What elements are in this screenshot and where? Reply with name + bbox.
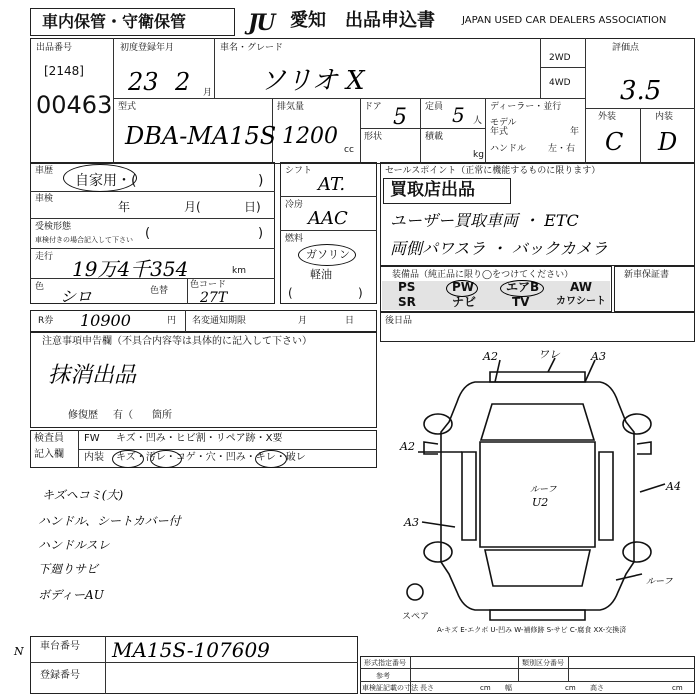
history-label: 車歴 bbox=[35, 166, 54, 176]
inspection-day: 日) bbox=[244, 200, 261, 214]
notes-label: 注意事項申告欄（不具合内容等は具体的に記入して下さい） bbox=[42, 336, 312, 347]
evaluation-score: 3.5 bbox=[620, 76, 662, 106]
doors-label: ドア bbox=[364, 102, 382, 112]
recipient-open: ( bbox=[145, 226, 151, 241]
aircon-value: AAC bbox=[308, 208, 348, 229]
lot-sub-number: [2148] bbox=[44, 64, 84, 78]
shift-value: AT. bbox=[318, 174, 346, 195]
equip-pw: PW bbox=[452, 280, 475, 294]
history-circle bbox=[63, 164, 137, 192]
inspector-circle-hekomi bbox=[255, 450, 287, 468]
shift-label: シフト bbox=[285, 166, 313, 176]
capacity-value: 5 bbox=[452, 103, 465, 127]
color-swap-label: 色替 bbox=[150, 286, 169, 296]
spec-length: 長さ bbox=[420, 684, 434, 692]
inspector-fw: FW bbox=[84, 433, 100, 444]
repair-label: 修復歴 bbox=[68, 410, 98, 421]
ju-logo bbox=[248, 10, 288, 36]
notes-value: 抹消出品 bbox=[48, 363, 137, 388]
sales-point-line2: 両側パワスラ ・ バックカメラ bbox=[390, 239, 608, 258]
dealer-year-label: 年式 bbox=[490, 127, 509, 137]
fuel-diesel: 軽油 bbox=[310, 268, 332, 281]
color-code-label: 色コード bbox=[190, 280, 227, 290]
registration-year: 23 bbox=[128, 68, 159, 96]
mileage-unit: km bbox=[232, 266, 246, 276]
inspector-row1: キズ・凹み・ヒビ割・リペア跡・X要 bbox=[116, 433, 283, 444]
org-name: 愛知 bbox=[290, 10, 326, 31]
aircon-label: 冷房 bbox=[285, 200, 304, 210]
inspector-label-1: 検査員 bbox=[34, 433, 64, 444]
equip-tv: TV bbox=[512, 295, 530, 309]
color-label: 色 bbox=[35, 282, 45, 292]
fuel-open: ( bbox=[288, 286, 293, 300]
spec-dims-label: 車検証記載の寸法 bbox=[362, 684, 418, 692]
capacity-unit: 人 bbox=[473, 116, 483, 126]
registration-label: 初度登録年月 bbox=[120, 43, 175, 53]
inspector-circle-kizu bbox=[112, 450, 144, 468]
spec-height: 高さ bbox=[590, 684, 604, 692]
lot-label: 出品番号 bbox=[36, 43, 73, 53]
inspector-row2: キズ・汚レ・コゲ・穴・凹み・キレ・破レ bbox=[116, 452, 306, 463]
equip-sr: SR bbox=[398, 295, 416, 309]
drive-2wd: 2WD bbox=[549, 53, 571, 63]
exterior-label: 外装 bbox=[598, 112, 617, 122]
equip-kawa-seat: カワシート bbox=[556, 296, 606, 307]
displacement-label: 排気量 bbox=[277, 102, 305, 112]
inspector-interior-label: 内装 bbox=[84, 452, 104, 463]
spec-category-label: 類別区分番号 bbox=[522, 659, 564, 667]
hw-note-3: ハンドルスレ bbox=[38, 538, 110, 552]
spec-length-cm: cm bbox=[480, 684, 491, 692]
registration-month: 2 bbox=[175, 68, 191, 96]
doors-value: 5 bbox=[393, 105, 407, 130]
diagram-legend: A-キズ E-エクボ U-凹み W-補修跡 S-サビ C-腐食 XX-交換済 bbox=[437, 626, 627, 634]
interior-grade: D bbox=[658, 128, 678, 156]
drive-4wd: 4WD bbox=[549, 78, 571, 88]
recycle-value: 10900 bbox=[80, 311, 131, 330]
dealer-label: ディーラー・並行 bbox=[490, 102, 562, 112]
interior-label: 内装 bbox=[655, 112, 674, 122]
hw-note-5: ボディーAU bbox=[38, 588, 104, 602]
equip-aw: AW bbox=[570, 280, 592, 294]
diag-a2-left: A2 bbox=[400, 440, 415, 453]
tax-month: 月 bbox=[298, 316, 308, 326]
type-label: 型式 bbox=[118, 102, 137, 112]
buyback-label: 買取店出品 bbox=[390, 180, 475, 200]
displacement-value: 1200 bbox=[282, 124, 338, 149]
diag-crack: ワレ bbox=[538, 348, 560, 361]
chassis-value: MA15S-107609 bbox=[112, 638, 270, 662]
tax-label: 名変通知期限 bbox=[192, 316, 247, 326]
diag-u2: U2 bbox=[532, 496, 549, 509]
recipient-note: 車検付きの場合記入して下さい bbox=[35, 236, 133, 244]
sales-points-label: セールスポイント（正常に機能するものに限ります） bbox=[385, 166, 601, 176]
fuel-close: ) bbox=[358, 286, 363, 300]
color-code-value: 27T bbox=[200, 290, 228, 306]
shape-label: 形状 bbox=[364, 132, 383, 142]
inspection-label: 車検 bbox=[35, 194, 54, 204]
mileage-label: 走行 bbox=[35, 252, 54, 262]
diag-spare: スペア bbox=[402, 612, 430, 622]
inspection-year: 年 bbox=[118, 200, 131, 214]
handle-options: 左・右 bbox=[548, 144, 576, 154]
model-value: ソリオ X bbox=[260, 66, 365, 96]
diag-a3-top: A3 bbox=[591, 350, 606, 363]
diag-roof: ルーフ bbox=[530, 485, 557, 495]
hw-note-4: 下廻りサビ bbox=[38, 562, 99, 576]
fuel-gasoline-circle bbox=[298, 244, 356, 266]
fuel-gasoline: ガソリン bbox=[306, 248, 350, 261]
association-name: JAPAN USED CAR DEALERS ASSOCIATION bbox=[462, 15, 667, 26]
color-value: シロ bbox=[60, 287, 93, 306]
model-label: 車名・グレード bbox=[220, 43, 284, 53]
load-label: 積載 bbox=[425, 132, 444, 142]
after-date-label: 後日品 bbox=[385, 316, 413, 326]
equip-ps: PS bbox=[398, 280, 416, 294]
recipient-close: ) bbox=[258, 226, 264, 241]
registration-month-unit: 月 bbox=[203, 88, 213, 98]
recycle-label: R券 bbox=[38, 316, 54, 326]
load-unit: kg bbox=[473, 150, 484, 160]
exterior-grade: C bbox=[605, 128, 624, 156]
storage-label: 車内保管・守衛保管 bbox=[42, 12, 187, 31]
after-date-box bbox=[380, 312, 695, 342]
history-close: ) bbox=[258, 173, 264, 189]
inspection-month: 月( bbox=[184, 200, 201, 214]
margin-mark: N bbox=[14, 645, 24, 658]
diag-a4-right: A4 bbox=[666, 480, 681, 493]
repair-value: 有（ bbox=[113, 410, 133, 421]
equip-navi: ナビ bbox=[452, 295, 477, 309]
handle-label: ハンドル bbox=[490, 144, 527, 154]
diag-roof-2: ルーフ bbox=[646, 577, 673, 587]
ju-logo-text: JU bbox=[248, 10, 274, 36]
sales-point-line1: ユーザー買取車両 ・ ETC bbox=[390, 211, 579, 230]
recycle-unit: 円 bbox=[167, 316, 177, 326]
history-value: 自家用・( bbox=[75, 173, 137, 189]
equip-airbag: エアB bbox=[506, 280, 540, 294]
reg-number-label: 登録番号 bbox=[40, 670, 80, 681]
spec-reference: 参考 bbox=[376, 672, 390, 680]
mileage-value: 19万4千354 bbox=[72, 257, 189, 281]
spec-width: 幅 bbox=[505, 684, 512, 692]
chassis-label: 車台番号 bbox=[40, 641, 80, 652]
inspector-circle-yogore bbox=[150, 450, 182, 468]
new-car-warranty-label: 新車保証書 bbox=[624, 270, 670, 280]
spec-height-cm: cm bbox=[672, 684, 683, 692]
hw-note-2: ハンドル、シートカバー付 bbox=[38, 514, 181, 528]
capacity-label: 定員 bbox=[425, 102, 444, 112]
diag-a2-top: A2 bbox=[483, 350, 498, 363]
tax-day: 日 bbox=[345, 316, 355, 326]
hw-note-1: キズヘコミ(大) bbox=[42, 488, 124, 502]
form-title: 出品申込書 bbox=[345, 10, 435, 31]
dealer-model-label: モデル bbox=[490, 118, 517, 128]
fuel-label: 燃料 bbox=[285, 234, 304, 244]
evaluation-label: 評価点 bbox=[612, 43, 640, 53]
displacement-unit: cc bbox=[344, 145, 354, 155]
spec-width-cm: cm bbox=[565, 684, 576, 692]
spec-type-label: 形式指定番号 bbox=[364, 659, 406, 667]
recipient-label: 受検形態 bbox=[35, 222, 72, 232]
dealer-year-unit: 年 bbox=[570, 127, 580, 137]
repair-place: 箇所 bbox=[152, 410, 172, 421]
type-value: DBA-MA15S bbox=[125, 122, 277, 150]
equipment-label: 装備品（純正品に限り◯をつけてください） bbox=[392, 270, 574, 280]
lot-number: 00463 bbox=[36, 91, 113, 119]
diag-a3-left: A3 bbox=[404, 516, 419, 529]
inspector-label-2: 記入欄 bbox=[34, 449, 64, 460]
